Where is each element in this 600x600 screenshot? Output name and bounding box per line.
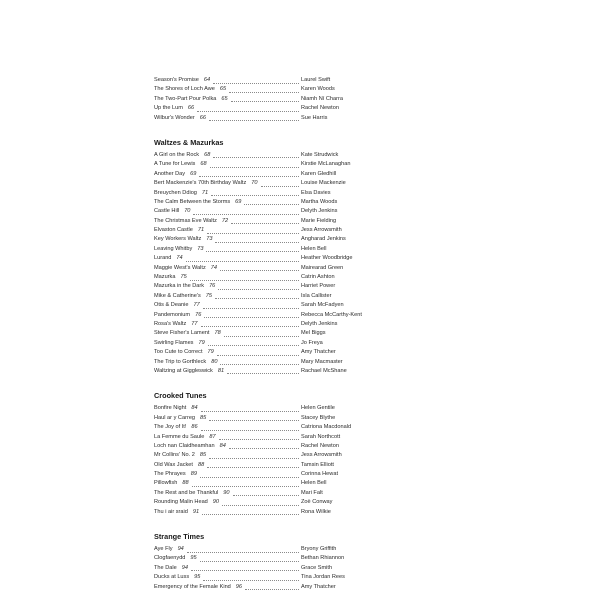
composer-name: Helen Bell bbox=[301, 245, 327, 252]
tune-title bbox=[154, 301, 200, 310]
composer-name: Jo Freya bbox=[301, 339, 323, 346]
tune-title bbox=[154, 235, 212, 244]
toc-entry bbox=[154, 329, 454, 338]
toc-entry bbox=[154, 508, 454, 517]
tune-title-text: The Joy of It! bbox=[154, 424, 187, 431]
composer-name: Catrin Ashton bbox=[301, 274, 335, 281]
composer-name: Jess Arrowsmith bbox=[301, 452, 342, 459]
dot-leader bbox=[207, 461, 299, 470]
tune-title-text: Castle Hill bbox=[154, 208, 180, 215]
page-number: 86 bbox=[191, 424, 198, 431]
page-number: 73 bbox=[206, 236, 213, 243]
tune-title bbox=[154, 264, 217, 273]
tune-title bbox=[154, 217, 228, 226]
tune-title bbox=[154, 479, 189, 488]
toc-entry bbox=[154, 320, 454, 329]
tune-title-text: Clogfaenydd bbox=[154, 555, 186, 562]
toc-section bbox=[154, 391, 454, 517]
page-number: 65 bbox=[221, 95, 228, 102]
toc-entry bbox=[154, 479, 454, 488]
page-number: 89 bbox=[190, 471, 197, 478]
tune-title bbox=[154, 207, 190, 216]
composer-name: Stacey Blythe bbox=[301, 414, 336, 421]
page-number: 75 bbox=[205, 292, 213, 299]
dot-leader bbox=[229, 85, 299, 94]
toc-entry bbox=[154, 189, 454, 198]
tune-title bbox=[154, 311, 201, 320]
dot-leader bbox=[227, 367, 299, 376]
toc-entry bbox=[154, 489, 454, 498]
tune-title-text: La Femme du Saule bbox=[154, 433, 205, 440]
tune-title-text: Aye Fly bbox=[154, 546, 173, 553]
composer-name: Laurel Swift bbox=[301, 77, 331, 83]
dot-leader bbox=[209, 114, 299, 123]
dot-leader bbox=[213, 76, 299, 85]
tune-title bbox=[154, 114, 206, 123]
composer-name: Karen Woods bbox=[301, 86, 335, 93]
dot-leader bbox=[229, 442, 299, 451]
toc-entry bbox=[154, 95, 454, 104]
dot-leader bbox=[204, 311, 299, 320]
page-number: 72 bbox=[221, 217, 229, 224]
dot-leader bbox=[191, 564, 299, 573]
tune-title bbox=[154, 470, 197, 479]
toc-entry bbox=[154, 583, 454, 592]
composer-name: Sarah Northcott bbox=[301, 433, 341, 440]
tune-title-text: Ducks at Luss bbox=[154, 574, 190, 581]
toc-entry bbox=[154, 348, 454, 357]
composer-name: Heather Woodbridge bbox=[301, 255, 353, 262]
tune-title-text: Mazurka bbox=[154, 274, 176, 281]
page-number: 95 bbox=[194, 574, 201, 581]
page-number: 74 bbox=[210, 264, 217, 271]
tune-title bbox=[154, 95, 228, 104]
section-heading: Strange Times bbox=[154, 532, 205, 542]
page-number: 76 bbox=[209, 283, 216, 290]
tune-title bbox=[154, 85, 226, 94]
dot-leader bbox=[201, 320, 299, 329]
composer-name: Rebecca McCarthy-Kent bbox=[301, 311, 362, 318]
toc-entry bbox=[154, 498, 454, 507]
page-number: 64 bbox=[203, 77, 211, 83]
toc-entry bbox=[154, 245, 454, 254]
tune-title-text: Haul ar y Carreg bbox=[154, 414, 196, 421]
tune-title bbox=[154, 573, 200, 582]
composer-name: Martha Woods bbox=[301, 198, 338, 205]
tune-title bbox=[154, 564, 188, 573]
toc-entry bbox=[154, 423, 454, 432]
tune-title-text: Pillowfish bbox=[154, 480, 178, 487]
tune-title-text: Too Cute to Correct bbox=[154, 349, 203, 356]
tune-title-text: The Two-Part Pour Polka bbox=[154, 95, 217, 102]
composer-name: Jess Arrowsmith bbox=[301, 227, 342, 234]
tune-title-text: Key Workers Waltz bbox=[154, 236, 202, 243]
tune-title bbox=[154, 414, 206, 423]
tune-title bbox=[154, 489, 230, 498]
dot-leader bbox=[222, 498, 299, 507]
section-heading: Waltzes & Mazurkas bbox=[154, 137, 224, 147]
toc-entry bbox=[154, 235, 454, 244]
composer-name: Rachael McShane bbox=[301, 367, 347, 374]
dot-leader bbox=[231, 95, 299, 104]
composer-name: Kirstie McLanaghan bbox=[301, 161, 351, 168]
toc-entry bbox=[154, 207, 454, 216]
page-number: 79 bbox=[207, 349, 214, 356]
tune-title-text: Emergency of the Female Kind bbox=[154, 583, 231, 590]
page-number: 95 bbox=[190, 555, 197, 562]
toc-entry bbox=[154, 226, 454, 235]
dot-leader bbox=[210, 160, 299, 169]
tune-title bbox=[154, 545, 184, 554]
tune-title bbox=[154, 583, 242, 592]
composer-name: Tamsin Elliott bbox=[301, 461, 334, 468]
toc-entry bbox=[154, 198, 454, 207]
composer-name: Mairearad Green bbox=[301, 264, 344, 271]
page-number: 91 bbox=[192, 508, 200, 515]
dot-leader bbox=[200, 470, 299, 479]
dot-leader bbox=[186, 254, 299, 263]
dot-leader bbox=[209, 414, 299, 423]
dot-leader bbox=[244, 198, 299, 207]
composer-name: Amy Thatcher bbox=[301, 349, 336, 356]
toc-section bbox=[154, 76, 454, 123]
tune-title bbox=[154, 273, 187, 282]
page-number: 65 bbox=[219, 86, 227, 93]
toc-entry bbox=[154, 358, 454, 367]
tune-title-text: A Tune for Lewis bbox=[154, 161, 196, 168]
dot-leader bbox=[203, 573, 299, 582]
dot-leader bbox=[190, 273, 299, 282]
tune-title-text: Thu i air sraid bbox=[154, 508, 188, 515]
tune-title-text: Steve Fisher's Lament bbox=[154, 330, 210, 337]
tune-title-text: The Trip to Gorthleck bbox=[154, 358, 207, 365]
tune-title bbox=[154, 226, 204, 235]
tune-title-text: Otis & Deanie bbox=[154, 302, 189, 309]
dot-leader bbox=[245, 583, 299, 592]
composer-name: Grace Smith bbox=[301, 564, 333, 571]
dot-leader bbox=[219, 433, 299, 442]
tune-title bbox=[154, 104, 194, 113]
tune-title bbox=[154, 151, 210, 160]
tune-title-text: Season's Promise bbox=[154, 77, 199, 83]
toc-entry bbox=[154, 339, 454, 348]
page-number: 85 bbox=[199, 452, 207, 459]
toc-entry bbox=[154, 114, 454, 123]
tune-title-text: Loch nan Claidheamhan bbox=[154, 442, 215, 449]
composer-name: Catriona Macdonald bbox=[301, 424, 352, 431]
tune-title bbox=[154, 320, 198, 329]
tune-title bbox=[154, 245, 203, 254]
composer-name: Zoë Conway bbox=[301, 499, 333, 506]
page-number: 80 bbox=[211, 358, 218, 365]
tune-title bbox=[154, 433, 216, 442]
dot-leader bbox=[213, 151, 299, 160]
page-number: 77 bbox=[193, 302, 200, 309]
tune-title-text: The Christmas Eve Waltz bbox=[154, 217, 217, 224]
tune-title-text: Wilbur's Wonder bbox=[154, 114, 195, 121]
tune-title bbox=[154, 198, 241, 207]
page-number: 77 bbox=[191, 320, 198, 327]
tune-title-text: The Phrayes bbox=[154, 471, 186, 478]
composer-name: Delyth Jenkins bbox=[301, 208, 338, 215]
page-number: 96 bbox=[235, 583, 243, 590]
page-number: 78 bbox=[214, 330, 221, 337]
toc-entry bbox=[154, 433, 454, 442]
dot-leader bbox=[217, 348, 299, 357]
tune-title-text: The Dale bbox=[154, 564, 177, 571]
dot-leader bbox=[215, 235, 299, 244]
tune-title-text: Pandemonium bbox=[154, 311, 191, 318]
toc-entry bbox=[154, 470, 454, 479]
tune-title bbox=[154, 442, 226, 451]
tune-title bbox=[154, 329, 221, 338]
page-number: 73 bbox=[197, 245, 204, 252]
dot-leader bbox=[211, 189, 299, 198]
tune-title-text: Breuychen Ddiog bbox=[154, 189, 197, 196]
toc-entry bbox=[154, 292, 454, 301]
toc-entry bbox=[154, 217, 454, 226]
dot-leader bbox=[261, 179, 299, 188]
tune-title-text: A Girl on the Rock bbox=[154, 151, 200, 158]
tune-title bbox=[154, 423, 198, 432]
tune-title bbox=[154, 554, 197, 563]
composer-name: Kate Strudwick bbox=[301, 151, 339, 158]
dot-leader bbox=[203, 301, 299, 310]
dot-leader bbox=[215, 292, 299, 301]
dot-leader bbox=[209, 451, 299, 460]
tune-title bbox=[154, 254, 183, 263]
page-number: 90 bbox=[223, 489, 230, 496]
dot-leader bbox=[202, 508, 299, 517]
tune-title bbox=[154, 348, 214, 357]
tune-title-text: The Rest and be Thankful bbox=[154, 489, 219, 496]
composer-name: Bryony Griffith bbox=[301, 546, 337, 553]
composer-name: Harriet Power bbox=[301, 283, 336, 290]
composer-name: Helen Gentile bbox=[301, 405, 335, 412]
toc-entry bbox=[154, 545, 454, 554]
tune-title bbox=[154, 189, 208, 198]
toc-entry bbox=[154, 160, 454, 169]
tune-title bbox=[154, 404, 198, 413]
dot-leader bbox=[220, 264, 299, 273]
composer-name: Rachel Newton bbox=[301, 105, 339, 112]
toc-entry bbox=[154, 461, 454, 470]
tune-title bbox=[154, 451, 206, 460]
toc-entry bbox=[154, 404, 454, 413]
dot-leader bbox=[201, 423, 299, 432]
dot-leader bbox=[218, 282, 299, 291]
composer-name: Sue Harris bbox=[301, 114, 328, 121]
page-number: 68 bbox=[204, 151, 211, 158]
page-number: 70 bbox=[251, 180, 258, 187]
composer-name: Elsa Davies bbox=[301, 189, 331, 196]
dot-leader bbox=[231, 217, 299, 226]
tune-title-text: Up the Lum bbox=[154, 105, 183, 112]
tune-title bbox=[154, 292, 212, 301]
tune-title bbox=[154, 179, 258, 188]
tune-title-text: The Calm Between the Storms bbox=[154, 198, 231, 205]
page-number: 66 bbox=[187, 105, 195, 112]
page-number: 75 bbox=[180, 274, 187, 281]
toc-entry bbox=[154, 442, 454, 451]
composer-name: Tina Jordan Rees bbox=[301, 574, 345, 581]
dot-leader bbox=[224, 329, 299, 338]
composer-name: Marie Fielding bbox=[301, 217, 337, 224]
composer-name: Louise Mackenzie bbox=[301, 180, 346, 187]
dot-leader bbox=[197, 104, 299, 113]
toc-entry bbox=[154, 179, 454, 188]
tune-title bbox=[154, 498, 219, 507]
tune-title bbox=[154, 358, 217, 367]
tune-title bbox=[154, 76, 210, 85]
page-number: 94 bbox=[177, 546, 184, 553]
dot-leader bbox=[206, 245, 299, 254]
toc-entry bbox=[154, 170, 454, 179]
tune-title bbox=[154, 282, 215, 291]
toc-entry bbox=[154, 76, 454, 85]
page-number: 88 bbox=[197, 461, 205, 468]
tune-title-text: Mazurka in the Dark bbox=[154, 283, 205, 290]
toc-entry bbox=[154, 104, 454, 113]
toc-entry bbox=[154, 273, 454, 282]
dot-leader bbox=[220, 358, 299, 367]
composer-name: Mel Biggs bbox=[301, 330, 326, 337]
composer-name: Mary Macmaster bbox=[301, 358, 343, 365]
toc-entry bbox=[154, 367, 454, 376]
composer-name: Niamh Ní Charra bbox=[301, 95, 343, 102]
page-number: 94 bbox=[181, 564, 188, 571]
tune-title-text: Old Wax Jacket bbox=[154, 461, 193, 468]
composer-name: Sarah McFadyen bbox=[301, 302, 344, 309]
page-number: 87 bbox=[209, 433, 216, 440]
toc-section bbox=[154, 138, 454, 376]
toc-entry bbox=[154, 311, 454, 320]
toc-entry bbox=[154, 282, 454, 291]
table-of-contents bbox=[154, 76, 454, 592]
tune-title bbox=[154, 160, 207, 169]
tune-title-text: Lurand bbox=[154, 255, 172, 262]
tune-title-text: The Shores of Loch Awe bbox=[154, 86, 215, 93]
dot-leader bbox=[201, 404, 299, 413]
toc-entry bbox=[154, 85, 454, 94]
tune-title-text: Leaving Whitby bbox=[154, 245, 193, 252]
page-number: 81 bbox=[217, 367, 225, 374]
section-heading: Crooked Tunes bbox=[154, 391, 207, 401]
dot-leader bbox=[187, 545, 299, 554]
toc-entry bbox=[154, 554, 454, 563]
toc-entry bbox=[154, 414, 454, 423]
page-number: 84 bbox=[191, 405, 198, 412]
tune-title-text: Rosa's Waltz bbox=[154, 320, 187, 327]
toc-entry bbox=[154, 564, 454, 573]
tune-title-text: Maggie West's Waltz bbox=[154, 264, 206, 271]
composer-name: Delyth Jenkins bbox=[301, 320, 338, 327]
tune-title-text: Rounding Malin Head bbox=[154, 499, 208, 506]
composer-name: Isla Callister bbox=[301, 292, 332, 299]
toc-entry bbox=[154, 301, 454, 310]
page-number: 69 bbox=[190, 170, 197, 177]
composer-name: Corinna Hewat bbox=[301, 471, 338, 478]
dot-leader bbox=[192, 479, 299, 488]
toc-entry bbox=[154, 254, 454, 263]
tune-title bbox=[154, 339, 205, 348]
tune-title-text: Mike & Catherine's bbox=[154, 292, 201, 299]
page-number: 74 bbox=[176, 255, 183, 262]
page-number: 70 bbox=[184, 208, 191, 215]
dot-leader bbox=[207, 226, 299, 235]
toc-entry bbox=[154, 573, 454, 582]
page-number: 79 bbox=[198, 339, 205, 346]
toc-entry bbox=[154, 264, 454, 273]
page-number: 71 bbox=[201, 189, 209, 196]
composer-name: Amy Thatcher bbox=[301, 583, 336, 590]
dot-leader bbox=[233, 489, 299, 498]
page-number: 68 bbox=[200, 161, 207, 168]
page-number: 66 bbox=[199, 114, 206, 121]
page-number: 84 bbox=[219, 442, 226, 449]
composer-name: Bethan Rhiannon bbox=[301, 555, 345, 562]
toc-section bbox=[154, 532, 454, 592]
tune-title bbox=[154, 367, 224, 376]
toc-entry bbox=[154, 151, 454, 160]
dot-leader bbox=[193, 207, 299, 216]
composer-name: Karen Gledhill bbox=[301, 170, 337, 177]
tune-title-text: Swirling Flames bbox=[154, 339, 194, 346]
tune-title-text: Bonfire Night bbox=[154, 405, 187, 412]
toc-entry bbox=[154, 451, 454, 460]
dot-leader bbox=[199, 170, 299, 179]
tune-title bbox=[154, 170, 196, 179]
page-number: 85 bbox=[200, 414, 207, 421]
tune-title-text: Another Day bbox=[154, 170, 186, 177]
page-number: 90 bbox=[212, 499, 220, 506]
dot-leader bbox=[200, 554, 299, 563]
composer-name: Helen Bell bbox=[301, 480, 327, 487]
composer-name: Angharad Jenkins bbox=[301, 236, 346, 243]
page-number: 76 bbox=[195, 311, 202, 318]
tune-title-text: Mr Collins' No. 2 bbox=[154, 452, 195, 459]
composer-name: Rona Wilkie bbox=[301, 508, 331, 515]
tune-title-text: Bert Mackenzie's 70th Birthday Waltz bbox=[154, 180, 247, 187]
composer-name: Mari Falt bbox=[301, 489, 323, 496]
tune-title bbox=[154, 508, 199, 517]
dot-leader bbox=[208, 339, 299, 348]
tune-title-text: Elvaston Castle bbox=[154, 227, 193, 234]
page-number: 69 bbox=[235, 198, 242, 205]
tune-title bbox=[154, 461, 204, 470]
tune-title-text: Waltzing at Giggleswick bbox=[154, 367, 213, 374]
page-number: 71 bbox=[197, 227, 205, 234]
page-number: 88 bbox=[182, 480, 189, 487]
composer-name: Rachel Newton bbox=[301, 442, 339, 449]
